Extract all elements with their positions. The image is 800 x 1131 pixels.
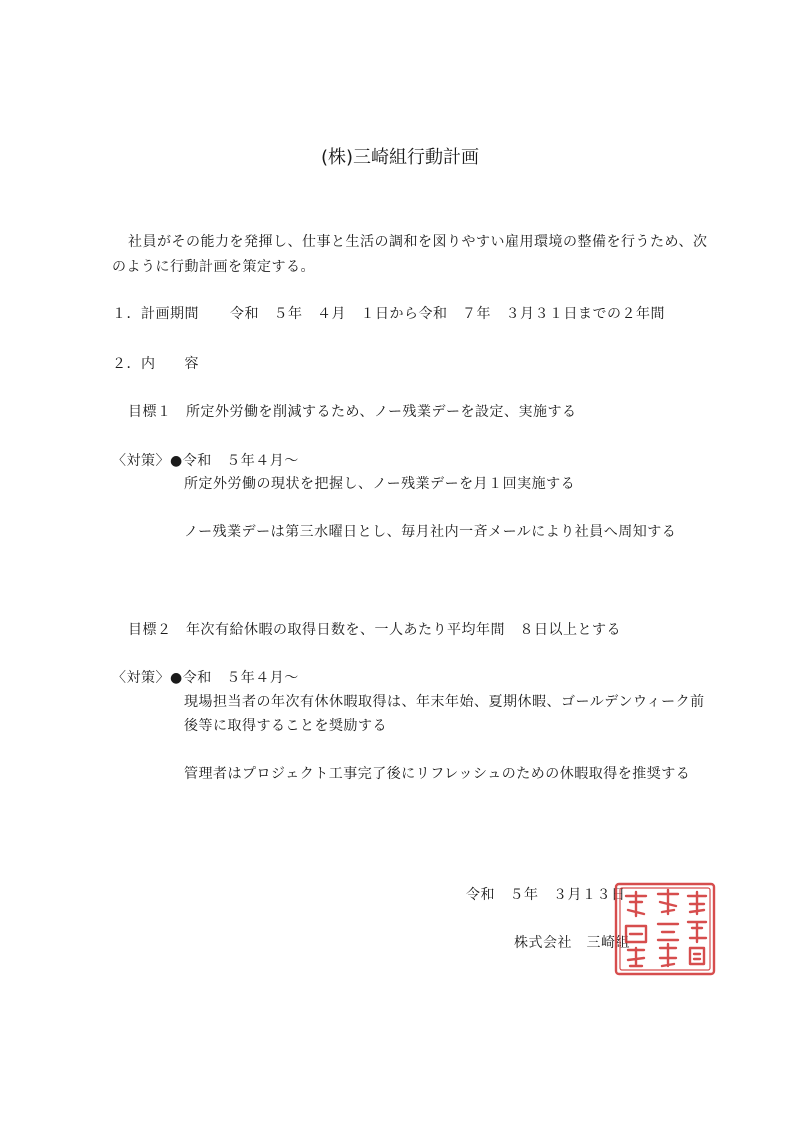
period-label: １．計画期間 [112, 306, 199, 322]
company-name: 株式会社 三崎組 [514, 935, 630, 951]
measure-2-line-1: 現場担当者の年次有休休暇取得は、年末年始、夏期休暇、ゴールデンウィーク前 [184, 694, 705, 710]
measure-2-line-3: 管理者はプロジェクト工事完了後にリフレッシュのための休暇取得を推奨する [184, 766, 691, 782]
company-seal-stamp [612, 880, 718, 978]
intro-line-1: 社員がその能力を発揮し、仕事と生活の調和を図りやすい雇用環境の整備を行うため、次 [128, 234, 708, 250]
measure-2-label: 〈対策〉●令和 ５年４月～ [112, 670, 299, 686]
contents-label: ２．内 容 [112, 356, 199, 372]
measure-1-line-1: 所定外労働の現状を把握し、ノー残業デーを月１回実施する [184, 476, 576, 492]
goal-2: 目標２ 年次有給休暇の取得日数を、一人あたり平均年間 ８日以上とする [128, 622, 621, 638]
issue-date: 令和 ５年 ３月１３日 [466, 887, 626, 903]
period-value: 令和 ５年 ４月 １日から令和 ７年 ３月３１日までの２年間 [230, 306, 665, 322]
intro-line-2: のように行動計画を策定する。 [112, 259, 315, 275]
goal-1: 目標１ 所定外労働を削減するため、ノー残業デーを設定、実施する [128, 404, 577, 420]
measure-2-line-2: 後等に取得することを奨励する [184, 718, 387, 734]
document-title: (株)三崎組行動計画 [320, 147, 480, 168]
measure-1-line-2: ノー残業デーは第三水曜日とし、毎月社内一斉メールにより社員へ周知する [184, 524, 677, 540]
measure-1-label: 〈対策〉●令和 ５年４月～ [112, 453, 299, 469]
